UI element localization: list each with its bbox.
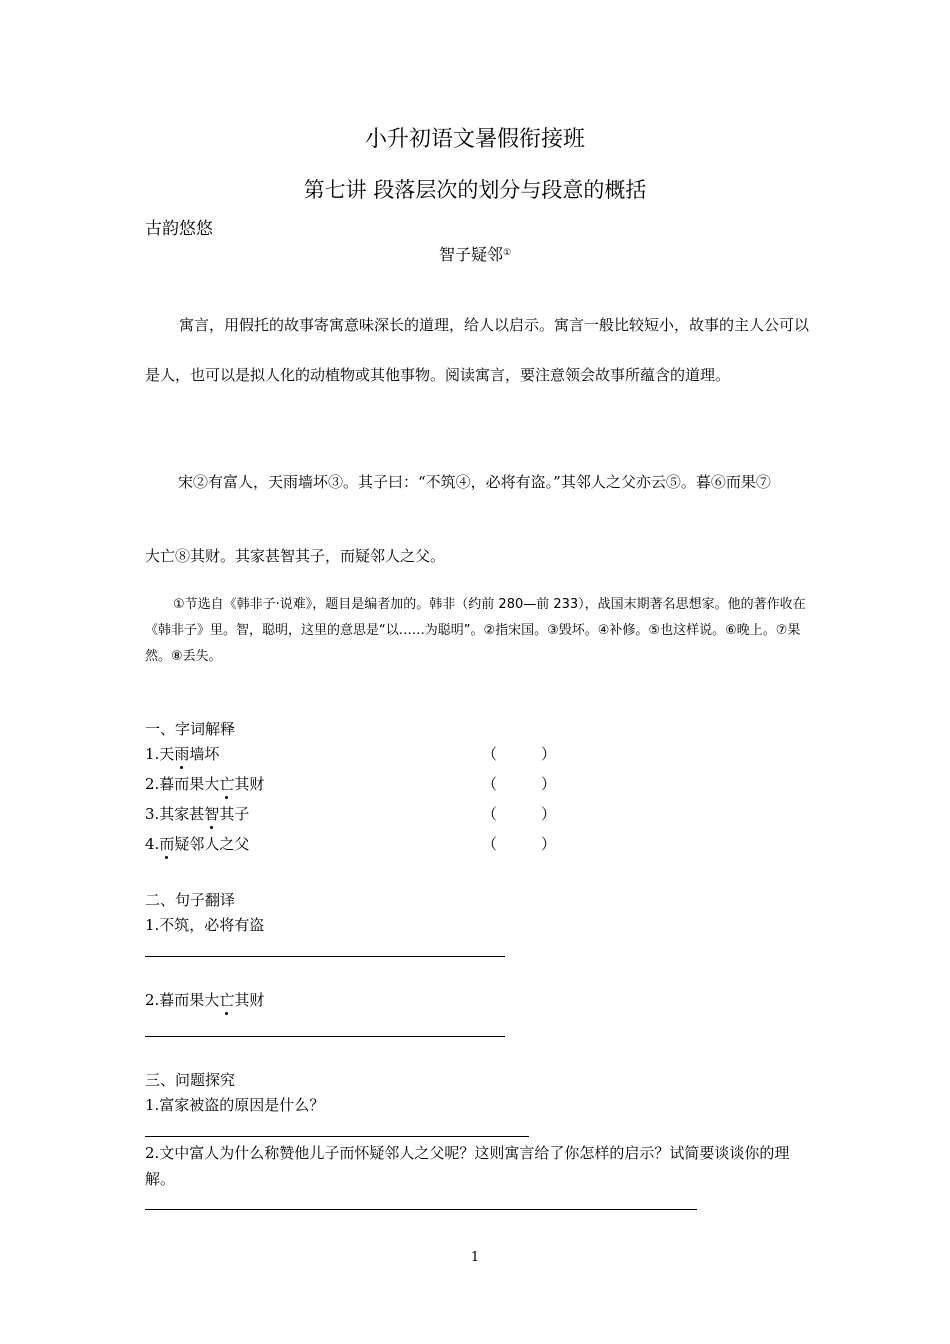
answer-blank-1[interactable] — [482, 743, 556, 764]
page-title: 小升初语文暑假衔接班 — [364, 127, 585, 152]
vocab-item-1 — [145, 743, 219, 764]
part1-heading: 一、字词解释 — [145, 720, 236, 738]
vocab-item-dotted-char: 雨 — [174, 745, 190, 763]
vocab-item-text: 墙坏 — [189, 745, 220, 763]
paren-open: （ — [482, 775, 498, 793]
classical-text-line-1: 宋②有富人，天雨墙坏③。其子曰：“不筑④，必将有盗。”其邻人之父亦云⑤。暮⑥而果⑦ — [178, 473, 771, 491]
paren-close: ） — [541, 775, 557, 793]
answer-blank-3[interactable] — [482, 803, 556, 824]
story-title-footnote-marker: ① — [502, 248, 512, 258]
paren-open: （ — [482, 835, 498, 853]
translation-item-2 — [145, 989, 264, 1010]
vocab-item-dotted-char: 亡 — [219, 775, 235, 793]
vocab-item-dotted-char: 而 — [159, 835, 175, 853]
answer-blank-2[interactable] — [482, 773, 556, 794]
translation-item-text: 其财 — [234, 991, 265, 1009]
intro-paragraph: 寓言，用假托的故事寄寓意味深长的道理，给人以启示。寓言一般比较短小，故事的主人公可以是人，也可以是拟人化的动植物或其他事物。阅读寓言，要注意领会故事所蕴含的道理。 — [145, 316, 810, 384]
story-title-text: 智子疑邻 — [438, 245, 503, 264]
vocab-item-3 — [145, 803, 249, 824]
vocab-item-text: 3.其家甚 — [145, 805, 205, 823]
translation-item-dotted-char: 亡 — [219, 991, 235, 1009]
lesson-subtitle: 第七讲 段落层次的划分与段意的概括 — [303, 178, 647, 202]
inquiry-question-1: 1.富家被盗的原因是什么？ — [145, 1096, 325, 1114]
answer-line-inquiry-2[interactable] — [145, 1209, 697, 1210]
vocab-item-text: 疑邻人之父 — [174, 835, 250, 853]
vocab-item-dotted-char: 智 — [204, 805, 220, 823]
part2-heading: 二、句子翻译 — [145, 891, 236, 909]
paren-open: （ — [482, 805, 498, 823]
answer-line-translation-1[interactable] — [145, 956, 505, 957]
answer-line-translation-2[interactable] — [145, 1036, 505, 1037]
story-title — [0, 242, 950, 265]
footnotes: ①节选自《韩非子·说难》，题目是编者加的。韩非（约前 280—前 233），战国末期著名思想家。他的著作收在《韩非子》里。智，聪明，这里的意思是“以……为聪明”。②指宋国。③毁坏。④补修。⑤也这样说。⑥晚上。⑦果然。⑧丢失。 — [145, 597, 806, 664]
translation-item-text: 2.暮而果大 — [145, 991, 220, 1009]
page-number: 1 — [470, 1250, 480, 1265]
paren-close: ） — [541, 805, 557, 823]
translation-item-1: 1.不筑，必将有盗 — [145, 916, 265, 934]
paren-open: （ — [482, 745, 498, 763]
classical-text-line-2: 大亡⑧其财。其家甚智其子，而疑邻人之父。 — [145, 547, 446, 565]
vocab-item-text: 1.天 — [145, 745, 175, 763]
vocab-item-4 — [145, 833, 249, 854]
paren-close: ） — [541, 835, 557, 853]
vocab-item-text: 其子 — [219, 805, 250, 823]
part3-heading: 三、问题探究 — [145, 1071, 236, 1089]
answer-blank-4[interactable] — [482, 833, 556, 854]
section-label: 古韵悠悠 — [145, 219, 213, 239]
paren-close: ） — [541, 745, 557, 763]
vocab-item-text: 其财 — [234, 775, 265, 793]
inquiry-question-2: 2.文中富人为什么称赞他儿子而怀疑邻人之父呢？这则寓言给了你怎样的启示？试简要谈谈你的理解。 — [145, 1144, 790, 1188]
vocab-item-2 — [145, 773, 264, 794]
vocab-item-text: 4. — [145, 835, 160, 853]
vocab-item-text: 2.暮而果大 — [145, 775, 220, 793]
answer-line-inquiry-1[interactable] — [145, 1136, 529, 1137]
